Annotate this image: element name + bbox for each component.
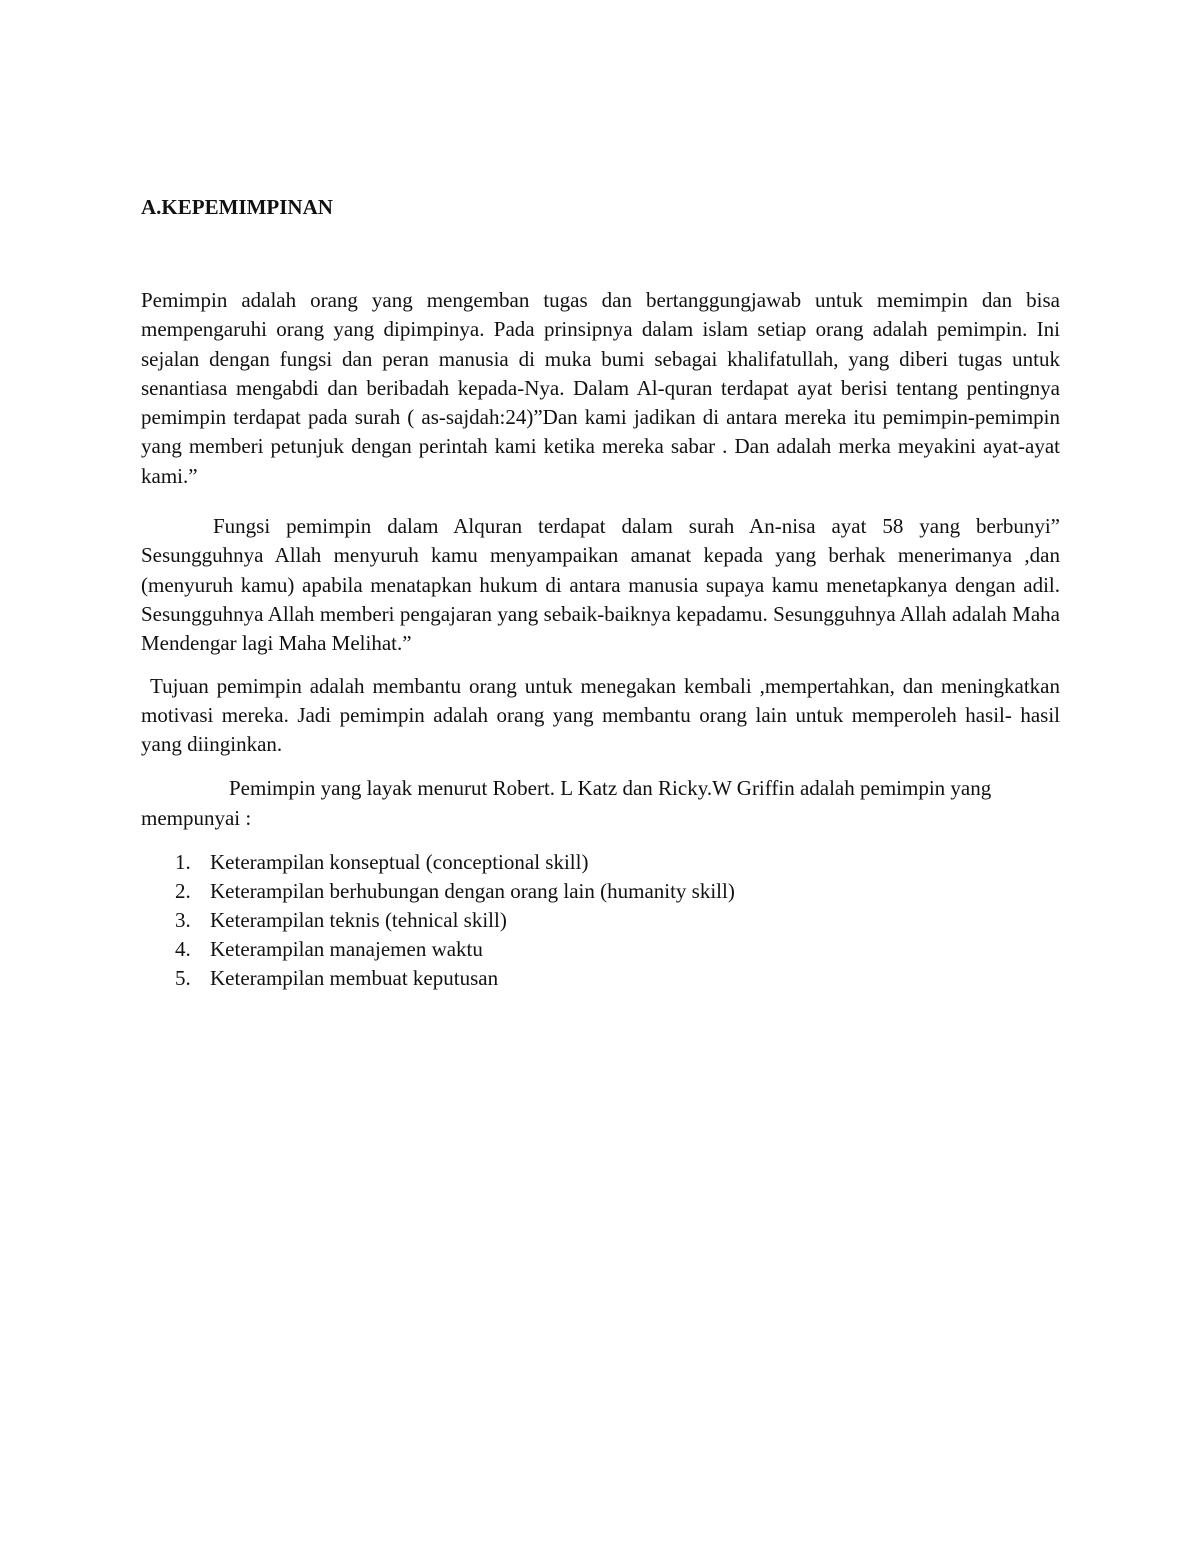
list-item bbox=[141, 848, 1060, 877]
skills-list bbox=[141, 848, 1060, 993]
paragraph-qualification: Pemimpin yang layak menurut Robert. L Katz dan Ricky.W Griffin adalah pemimpin yang mempunyai : bbox=[141, 776, 992, 830]
list-item bbox=[141, 935, 1060, 964]
list-item bbox=[141, 906, 1060, 935]
paragraph-definition: Pemimpin adalah orang yang mengemban tugas dan bertanggungjawab untuk memimpin dan bisa mempengaruhi orang yang dipimpinya. Pada prinsipnya dalam islam setiap orang adalah pemimpin. Ini sejalan dengan fungsi dan peran manusia di muka bumi sebagai khalifatullah, yang diberi tugas untuk senantiasa mengabdi dan beribadah kepada-Nya. Dalam Al-quran terdapat ayat berisi tentang pentingnya pemimpin terdapat pada surah ( as-sajdah:24)”Dan kami jadikan di antara mereka itu pemimpin-pemimpin yang memberi petunjuk dengan perintah kami ketika mereka sabar . Dan adalah merka meyakini ayat-ayat kami.” bbox=[141, 288, 1060, 488]
paragraph-purpose: Tujuan pemimpin adalah membantu orang untuk menegakan kembali ,mempertahkan, dan meningkatkan motivasi mereka. Jadi pemimpin adalah orang yang membantu orang lain untuk memperoleh hasil- hasil yang diinginkan. bbox=[141, 673, 1060, 757]
list-number: 2. bbox=[175, 879, 191, 904]
list-item-text: Keterampilan berhubungan dengan orang lain (humanity skill) bbox=[210, 879, 735, 904]
list-item-text: Keterampilan manajemen waktu bbox=[210, 937, 483, 962]
list-number: 1. bbox=[175, 850, 191, 875]
list-item-text: Keterampilan membuat keputusan bbox=[210, 966, 499, 991]
list-number: 4. bbox=[175, 937, 191, 962]
list-item-text: Keterampilan konseptual (conceptional skill) bbox=[210, 850, 589, 875]
list-item-text: Keterampilan teknis (tehnical skill) bbox=[210, 908, 507, 933]
paragraph-function: Fungsi pemimpin dalam Alquran terdapat dalam surah An-nisa ayat 58 yang berbunyi” Sesungguhnya Allah menyuruh kamu menyampaikan amanat kepada yang berhak menerimanya ,dan (menyuruh kamu) apabila menatapkan hukum di antara manusia supaya kamu menetapkanya dengan adil. Sesungguhnya Allah memberi pengajaran yang sebaik-baiknya kepadamu. Sesungguhnya Allah adalah Maha Mendengar lagi Maha Melihat.” bbox=[141, 514, 1060, 656]
list-item bbox=[141, 964, 1060, 993]
list-number: 5. bbox=[175, 966, 191, 991]
list-number: 3. bbox=[175, 908, 191, 933]
list-item bbox=[141, 877, 1060, 906]
section-heading: A.KEPEMIMPINAN bbox=[141, 195, 333, 219]
document-body bbox=[141, 193, 1060, 993]
